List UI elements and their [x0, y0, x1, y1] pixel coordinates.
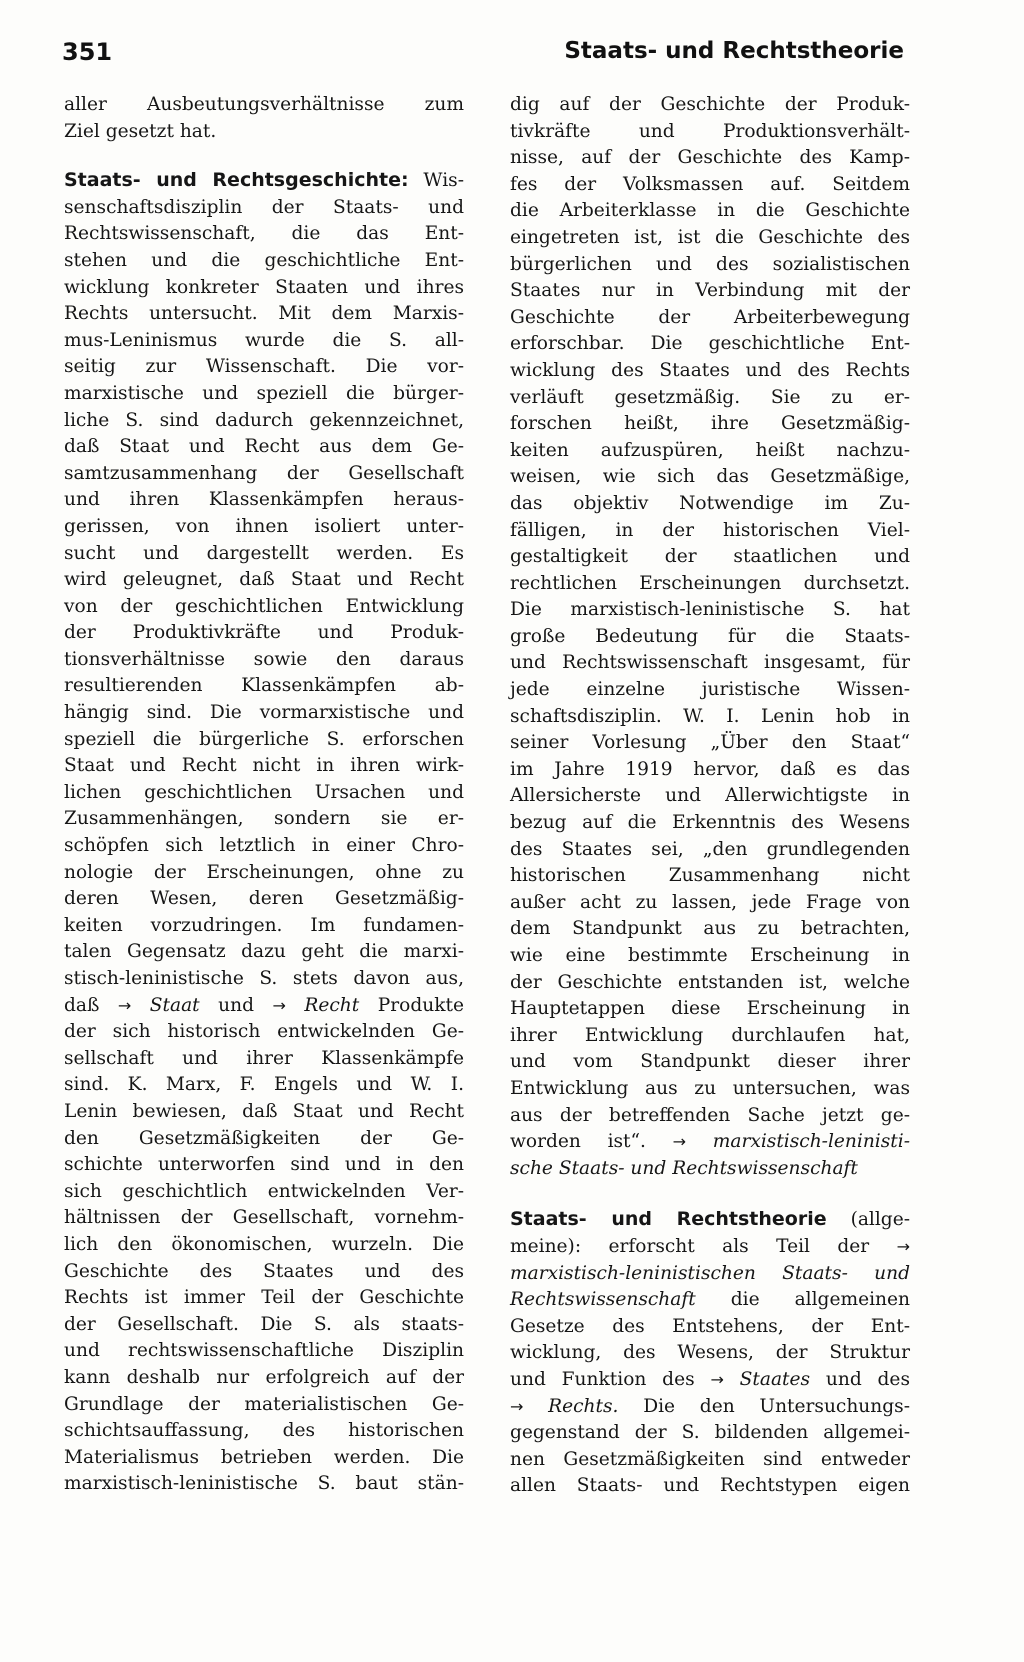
- text-line: und rechtswissenschaftliche Disziplin: [64, 1340, 464, 1362]
- text-line: fälligen, in der historischen Viel-: [510, 519, 910, 541]
- text-line: wicklung konkreter Staaten und ihres: [64, 276, 464, 298]
- entry-body-continued: [510, 92, 910, 1129]
- text-line: der Gesellschaft. Die S. als staats-: [64, 1313, 464, 1335]
- cross-reference-rechts[interactable]: Rechts.: [548, 1395, 619, 1417]
- text-line: Hauptetappen diese Erscheinung in: [510, 998, 910, 1020]
- text-line: gestaltigkeit der staatlichen und: [510, 546, 910, 568]
- text-line: Die marxistisch-leninistische S. hat: [510, 599, 910, 621]
- text-line: Rechts ist immer Teil der Geschichte: [64, 1287, 464, 1309]
- entry-line: → Rechts. Die den Untersuchungs-: [510, 1395, 910, 1417]
- arrow-icon: →: [672, 1132, 687, 1152]
- text-line: forschen heißt, ihre Gesetzmäßig-: [510, 413, 910, 435]
- text-line: Zusammenhängen, sondern sie er-: [64, 808, 464, 830]
- text-line: senschaftsdisziplin der Staats- und: [64, 196, 464, 218]
- page-number: 351: [62, 38, 113, 66]
- entry-heading-line: Staats- und Rechtstheorie (allge-: [510, 1208, 910, 1231]
- text-line: marxistische und speziell die bürger-: [64, 382, 464, 404]
- text-line: Materialismus betrieben werden. Die: [64, 1446, 464, 1468]
- cross-reference-staates[interactable]: Staates: [739, 1368, 811, 1390]
- text-line: samtzusammenhang der Gesellschaft: [64, 462, 464, 484]
- text-line: Gesetze des Entstehens, der Ent-: [510, 1315, 910, 1337]
- text-line: wicklung des Staates und des Rechts: [510, 359, 910, 381]
- arrow-icon: →: [896, 1236, 910, 1256]
- text-line: seiner Vorlesung „Über den Staat“: [510, 732, 910, 754]
- entry-line: meine): erforscht als Teil der →: [510, 1235, 910, 1257]
- cross-reference-line: [510, 1156, 910, 1183]
- text-line: und Rechtswissenschaft insgesamt, für: [510, 652, 910, 674]
- text-line: Grundlage der materialistischen Ge-: [64, 1393, 464, 1415]
- entry-body-end: [510, 1420, 910, 1500]
- entry-text: Wis-: [423, 170, 464, 192]
- text-line: Allersicherste und Allerwichtigste in: [510, 785, 910, 807]
- cross-reference-line: daß → Staat und → Recht Produkte: [64, 994, 464, 1016]
- text-line: historischen Zusammenhang nicht: [510, 865, 910, 887]
- text-line: resultierenden Klassenkämpfen ab-: [64, 675, 464, 697]
- cross-reference-part1[interactable]: marxistisch-leninisti-: [712, 1131, 910, 1153]
- text-line: außer acht zu lassen, jede Frage von: [510, 891, 910, 913]
- text-line: wicklung, des Wesens, der Struktur: [510, 1342, 910, 1364]
- text-line: mus-Leninismus wurde die S. all-: [64, 329, 464, 351]
- text-line: schöpfen sich letztlich in einer Chro-: [64, 835, 464, 857]
- text-line: wird geleugnet, daß Staat und Recht: [64, 569, 464, 591]
- text-line: gegenstand der S. bildenden allgemei-: [510, 1422, 910, 1444]
- text-line: Staat und Recht nicht in ihren wirk-: [64, 755, 464, 777]
- text-line: Geschichte des Staates und des: [64, 1260, 464, 1282]
- text-line: rechtlichen Erscheinungen durchsetzt.: [510, 572, 910, 594]
- text-line: schichte unterworfen sind und in den: [64, 1154, 464, 1176]
- text-line: liche S. sind dadurch gekennzeichnet,: [64, 409, 464, 431]
- text-line: und vom Standpunkt dieser ihrer: [510, 1051, 910, 1073]
- text-line: bezug auf die Erkenntnis des Wesens: [510, 812, 910, 834]
- text-line: bürgerlichen und des sozialistischen: [510, 253, 910, 275]
- arrow-icon: →: [272, 995, 286, 1015]
- cross-reference-part2[interactable]: sche Staats- und Rechtswissenschaft: [510, 1157, 858, 1179]
- text-line: dem Standpunkt aus zu betrachten,: [510, 918, 910, 940]
- text-line: deren Wesen, deren Gesetzmäßig-: [64, 888, 464, 910]
- text-line: Geschichte der Arbeiterbewegung: [510, 306, 910, 328]
- cross-reference-recht[interactable]: Recht: [304, 994, 360, 1016]
- quote-end-line: worden ist“. → marxistisch-leninisti-: [510, 1131, 910, 1153]
- text-line: daß Staat und Recht aus dem Ge-: [64, 436, 464, 458]
- text-line: nologie der Erscheinungen, ohne zu: [64, 861, 464, 883]
- entry-heading-line: [64, 167, 464, 195]
- text-line: große Bedeutung für die Staats-: [510, 625, 910, 647]
- text-line: nen Gesetzmäßigkeiten sind entweder: [510, 1448, 910, 1470]
- text-line: weisen, wie sich das Gesetzmäßige,: [510, 466, 910, 488]
- text-line: Entwicklung aus zu untersuchen, was: [510, 1077, 910, 1099]
- text-line: Ziel gesetzt hat.: [64, 120, 217, 142]
- text-line: und ihren Klassenkämpfen heraus-: [64, 489, 464, 511]
- text-line: gerissen, von ihnen isoliert unter-: [64, 515, 464, 537]
- text-line: sind. K. Marx, F. Engels und W. I.: [64, 1074, 464, 1096]
- entry-line: Rechtswissenschaft die allgemeinen: [510, 1289, 910, 1311]
- text-line: Rechts untersucht. Mit dem Marxis-: [64, 303, 464, 325]
- text-line: das objektiv Notwendige im Zu-: [510, 492, 910, 514]
- text-line: Staates nur in Verbindung mit der: [510, 280, 910, 302]
- text-line: marxistisch-leninistische S. baut stän-: [64, 1473, 464, 1495]
- text-line: kann deshalb nur erfolgreich auf der: [64, 1366, 464, 1388]
- text-line: keiten vorzudringen. Im fundamen-: [64, 914, 464, 936]
- text-line: des Staates sei, „den grundlegenden: [510, 838, 910, 860]
- text-line: talen Gegensatz dazu geht die marxi-: [64, 941, 464, 963]
- entry-body-continued: [64, 1019, 464, 1498]
- entry-body: [510, 1314, 910, 1367]
- entry-body: [64, 195, 464, 993]
- text-line: dig auf der Geschichte der Produk-: [510, 94, 910, 115]
- text-line: jede einzelne juristische Wissen-: [510, 679, 910, 701]
- cross-reference[interactable]: Rechtswissenschaft: [510, 1289, 696, 1311]
- running-head: Staats- und Rechtstheorie: [564, 38, 904, 64]
- cross-reference-staat[interactable]: Staat: [149, 994, 200, 1016]
- text-line: schaftsdisziplin. W. I. Lenin hob in: [510, 705, 910, 727]
- entry-keyword: Staats- und Rechtstheorie: [510, 1208, 827, 1231]
- entry-line: und Funktion des → Staates und des: [510, 1368, 910, 1390]
- text-line: lich den ökonomischen, wurzeln. Die: [64, 1233, 464, 1255]
- text-line: ihrer Entwicklung durchlaufen hat,: [510, 1024, 910, 1046]
- text-line: eingetreten ist, ist die Geschichte des: [510, 226, 910, 248]
- text-line: die Arbeiterklasse in die Geschichte: [510, 200, 910, 222]
- text-line: sich geschichtlich entwickelnden Ver-: [64, 1180, 464, 1202]
- continuation-paragraph: [64, 92, 464, 145]
- text-line: von der geschichtlichen Entwicklung: [64, 595, 464, 617]
- text-line: keiten aufzuspüren, heißt nachzu-: [510, 439, 910, 461]
- text-line: den Gesetzmäßigkeiten der Ge-: [64, 1127, 464, 1149]
- text-line: hängig sind. Die vormarxistische und: [64, 702, 464, 724]
- text-line: seitig zur Wissenschaft. Die vor-: [64, 356, 464, 378]
- text-line: der sich historisch entwickelnden Ge-: [64, 1021, 464, 1043]
- text-line: stisch-leninistische S. stets davon aus,: [64, 968, 464, 989]
- cross-reference[interactable]: marxistisch-leninistischen Staats- und: [510, 1262, 910, 1284]
- text-line: aus der betreffenden Sache jetzt ge-: [510, 1104, 910, 1126]
- text-line: tivkräfte und Produktionsverhält-: [510, 120, 910, 142]
- text-line: verläuft gesetzmäßig. Sie zu er-: [510, 386, 910, 408]
- text-line: sellschaft und ihrer Klassenkämpfe: [64, 1047, 464, 1069]
- text-line: der Produktivkräfte und Produk-: [64, 622, 464, 644]
- text-line: tionsverhältnisse sowie den daraus: [64, 648, 464, 670]
- text-line: erforschbar. Die geschichtliche Ent-: [510, 333, 910, 355]
- entry-line: [510, 1261, 910, 1288]
- text-line: Lenin bewiesen, daß Staat und Recht: [64, 1100, 464, 1122]
- text-line: allen Staats- und Rechtstypen eigen: [510, 1475, 910, 1497]
- text-line: Rechtswissenschaft, die das Ent-: [64, 223, 464, 245]
- text-line: stehen und die geschichtliche Ent-: [64, 249, 464, 271]
- text-line: der Geschichte entstanden ist, welche: [510, 971, 910, 993]
- text-line: speziell die bürgerliche S. erforschen: [64, 728, 464, 750]
- text-line: lichen geschichtlichen Ursachen und: [64, 781, 464, 803]
- arrow-icon: →: [510, 1396, 524, 1416]
- text-line: schichtsauffassung, des historischen: [64, 1420, 464, 1442]
- arrow-icon: →: [710, 1369, 724, 1389]
- right-column: [510, 92, 910, 1500]
- text-line: wie eine bestimmte Erscheinung in: [510, 945, 910, 966]
- text-line: nisse, auf der Geschichte des Kamp-: [510, 147, 910, 169]
- arrow-icon: →: [117, 995, 132, 1015]
- text-line: aller Ausbeutungsverhältnisse zum: [64, 94, 464, 115]
- entry-keyword: Staats- und Rechtsgeschichte:: [64, 169, 409, 192]
- left-column: [64, 92, 464, 1498]
- text-line: sucht und dargestellt werden. Es: [64, 542, 464, 564]
- text-line: hältnissen der Gesellschaft, vornehm-: [64, 1207, 464, 1229]
- text-line: fes der Volksmassen auf. Seitdem: [510, 173, 910, 195]
- text-line: im Jahre 1919 hervor, daß es das: [510, 758, 910, 780]
